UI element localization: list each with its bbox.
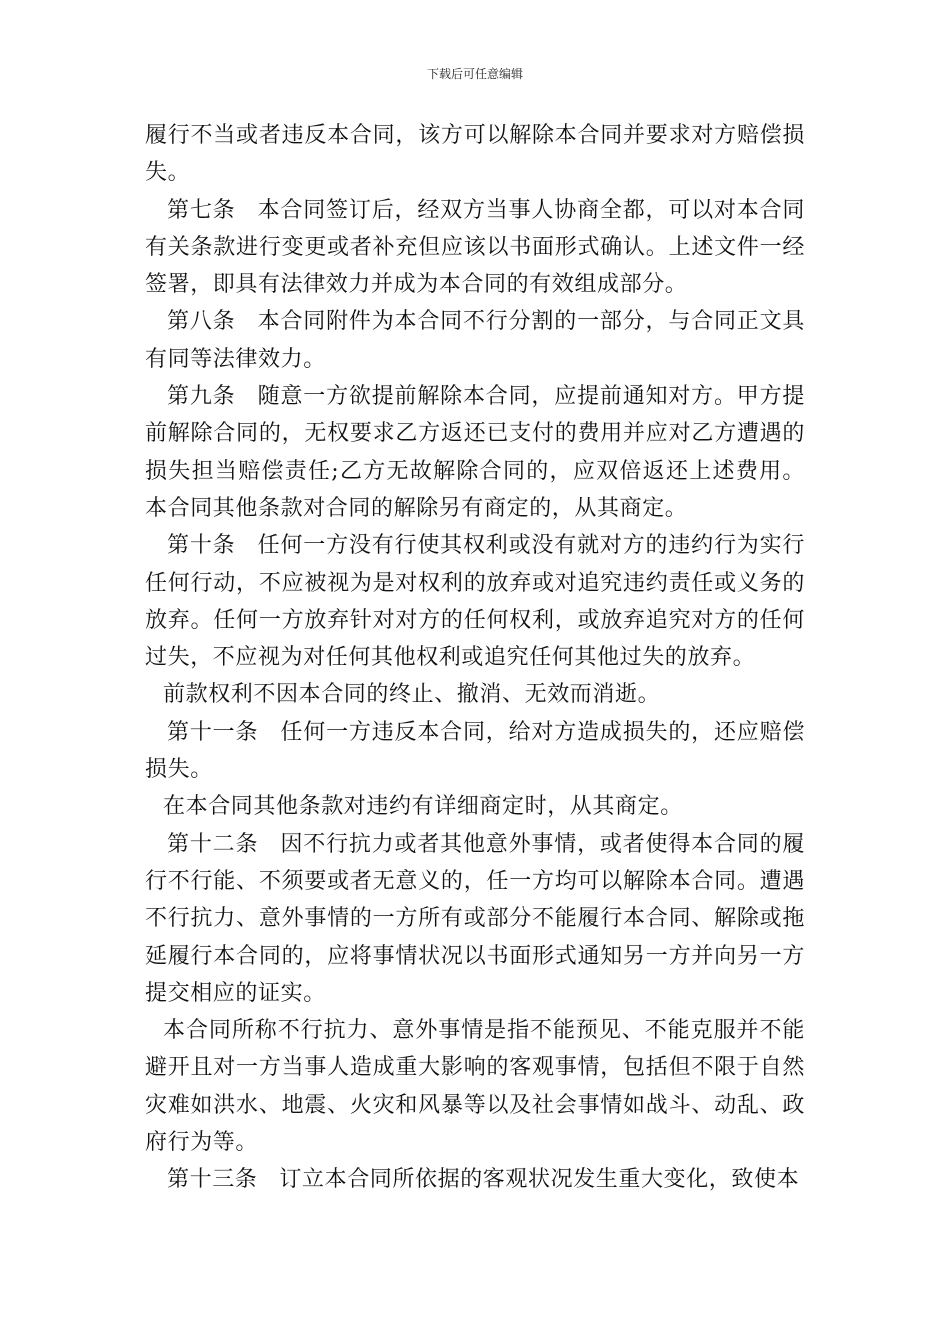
paragraph-plain (145, 1012, 805, 1161)
article-label: 第十一条 (167, 719, 259, 745)
paragraph-plain (145, 788, 805, 825)
paragraph-text: 在本合同其他条款对违约有详细商定时，从其商定。 (163, 794, 683, 820)
article-9 (145, 378, 805, 527)
article-text: 任何一方违反本合同，给对方造成损失的，还应赔偿损失。 (145, 719, 805, 783)
article-text: 因不行抗力或者其他意外事情，或者使得本合同的履行不行能、不须要或者无意义的，任一方均可以解除本合同。遭遇不行抗力、意外事情的一方所有或部分不能履行本合同、解除或拖延履行本合同的，应将事情状况以书面形式通知另一方并向另一方提交相应的证实。 (145, 831, 805, 1006)
paragraph-continuation (145, 117, 805, 192)
article-7 (145, 192, 805, 304)
article-text: 订立本合同所依据的客观状况发生重大变化，致使本 (279, 1167, 800, 1193)
article-11 (145, 714, 805, 789)
paragraph-plain (145, 676, 805, 713)
article-13 (145, 1161, 805, 1198)
article-text: 本合同签订后，经双方当事人协商全都，可以对本合同有关条款进行变更或者补充但应该以书面形式确认。上述文件一经签署，即具有法律效力并成为本合同的有效组成部分。 (145, 197, 805, 298)
article-label: 第十条 (167, 533, 236, 559)
article-text: 随意一方欲提前解除本合同，应提前通知对方。甲方提前解除合同的，无权要求乙方返还已支付的费用并应对乙方遭遇的损失担当赔偿责任;乙方无故解除合同的，应双倍返还上述费用。本合同其他条款对合同的解除另有商定的，从其商定。 (145, 384, 805, 521)
article-text: 本合同附件为本合同不行分割的一部分，与合同正文具有同等法律效力。 (145, 309, 805, 372)
article-label: 第十二条 (167, 831, 259, 857)
page-header: 下载后可任意编辑 (426, 67, 523, 81)
article-text: 任何一方没有行使其权利或没有就对方的违约行为实行任何行动，不应被视为是对权利的放弃或对追究违约责任或义务的放弃。任何一方放弃针对对方的任何权利，或放弃追究对方的任何过失，不应视为对任何其他权利或追究任何其他过失的放弃。 (145, 533, 805, 671)
article-label: 第七条 (167, 197, 236, 223)
article-label: 第九条 (167, 384, 236, 410)
article-12 (145, 826, 805, 1012)
paragraph-text: 履行不当或者违反本合同，该方可以解除本合同并要求对方赔偿损失。 (145, 123, 805, 186)
article-label: 第八条 (167, 309, 236, 335)
document-body (145, 117, 805, 1199)
paragraph-text: 本合同所称不行抗力、意外事情是指不能预见、不能克服并不能避开且对一方当事人造成重大影响的客观事情，包括但不限于自然灾难如洪水、地震、火灾和风暴等以及社会事情如战斗、动乱、政府行为等。 (145, 1018, 805, 1156)
article-10 (145, 527, 805, 676)
article-label: 第十三条 (167, 1167, 258, 1193)
article-8 (145, 303, 805, 378)
paragraph-text: 前款权利不因本合同的终止、撤消、无效而消逝。 (163, 682, 661, 708)
